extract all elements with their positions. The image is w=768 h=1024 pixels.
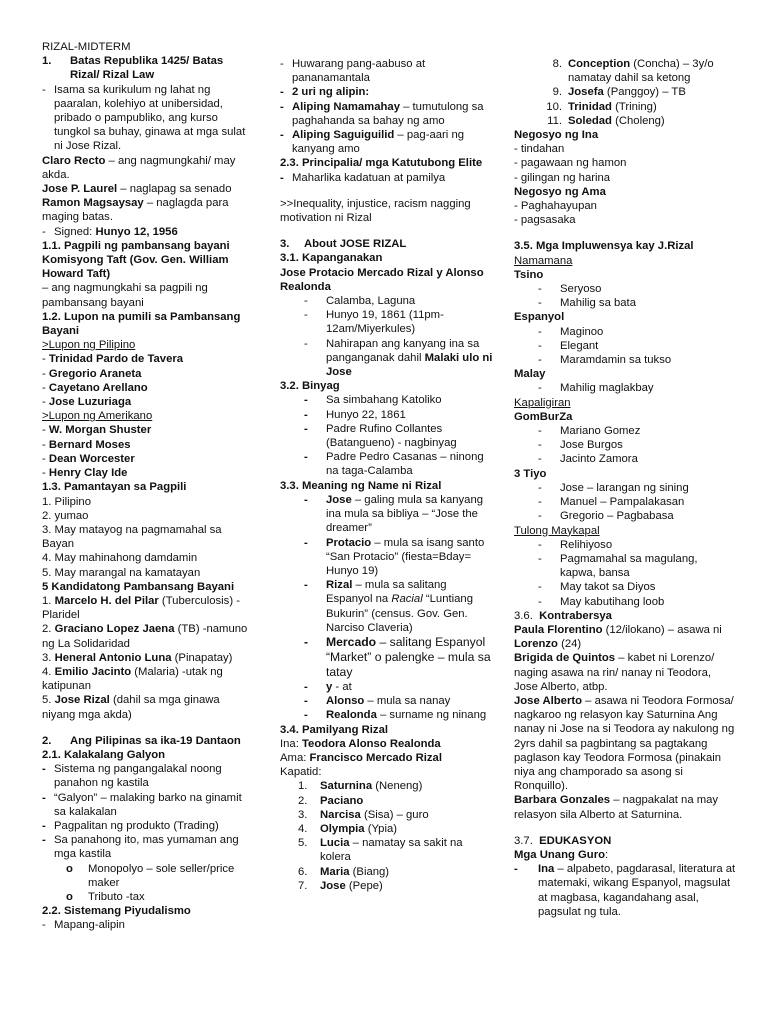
negosyo-ama-heading: Negosyo ng Ama: [514, 185, 606, 198]
influence-item: - Maginoo: [538, 325, 604, 338]
negosyo-ina-item: - pagawaan ng hamon: [514, 157, 627, 170]
birth-item: - Nahirapan ang kanyang ina sa panganganak dahil Malaki ulo ni Jose: [304, 337, 493, 379]
candidates-heading: 5 Kandidatong Pambansang Bayani: [42, 580, 235, 593]
negosyo-ina-heading: Negosyo ng Ina: [514, 129, 599, 142]
amerikano-member: - W. Morgan Shuster: [42, 424, 152, 437]
criterion: 4. May mahinahong damdamin: [42, 552, 198, 565]
section-3-heading: 3. About JOSE RIZAL: [280, 238, 407, 251]
name-meaning: - Alonso – mula sa nanay: [304, 695, 451, 708]
galyon-subitem: o Monopolyo – sole seller/price maker: [66, 862, 235, 889]
column-3: [514, 57, 736, 919]
influence-item: - Mahilig sa bata: [538, 297, 636, 310]
pilipino-member: - Jose Luzuriaga: [42, 396, 132, 409]
rizal-full-name: Jose Protacio Mercado Rizal y Alonso Realonda: [280, 266, 484, 293]
influence-item: - Maramdamin sa tukso: [538, 354, 672, 367]
section-1-1-heading: 1.1. Pagpili ng pambansang bayani: [42, 239, 230, 252]
lupon-pilipino-label: >Lupon ng Pilipino: [42, 339, 136, 352]
name-meaning: - Rizal – mula sa salitang Espanyol na Racial “Luntiang Bukurin” (census. Gov. Gen. Narciso Claveria): [304, 579, 473, 634]
galyon-item: - Sa panahong ito, mas yumaman ang mga kastila: [42, 834, 239, 861]
sibling: 9. Josefa (Panggoy) – TB: [552, 86, 686, 99]
negosyo-ama-item: - pagsasaka: [514, 214, 576, 227]
kontrabersya-paragraph: Jose Alberto – asawa ni Teodora Formosa/ nagkaroo ng relasyon kay Saturnina Ang nanay ni Jose na si Teodora ay nakulong ng 2yrs dahil sa pagbintang sa pagtakang paglason kay Teodora Formosa (pinakain niya ang champorado sa asong si Ronquillo).: [514, 694, 735, 793]
motivation-note: >>Inequality, injustice, racism nagging motivation ni Rizal: [280, 197, 471, 225]
malay-label: Malay: [514, 368, 546, 381]
binyag-item: - Sa simbahang Katoliko: [304, 394, 442, 407]
tsino-label: Tsino: [514, 268, 544, 281]
influence-item: - Mahilig maglakbay: [538, 382, 654, 395]
criterion: 1. Pilipino: [42, 495, 91, 508]
name-meaning: - Realonda – surname ng ninang: [304, 709, 487, 722]
laurel-line: Jose P. Laurel – naglapag sa senado: [42, 183, 232, 196]
sibling: 8. Conception (Concha) – 3y/o namatay dahil sa ketong: [552, 58, 714, 85]
galyon-subitem: o Tributo -tax: [66, 890, 145, 903]
influence-item: - Mariano Gomez: [538, 425, 641, 438]
guro-heading: Mga Unang Guro:: [514, 848, 609, 861]
lupon-amerikano-label: >Lupon ng Amerikano: [42, 410, 153, 423]
taft-commission: Komisyong Taft (Gov. Gen. William Howard Taft): [42, 254, 229, 281]
kontrabersya-paragraph: Paula Florentino (12/ilokano) – asawa ni Lorenzo (24): [514, 623, 722, 651]
kapaligiran-label: Kapaligiran: [514, 396, 571, 409]
amerikano-member: - Henry Clay Ide: [42, 467, 128, 480]
name-meaning: - Protacio – mula sa isang santo “San Protacio” (fiesta=Bday= Hunyo 19): [304, 536, 485, 577]
birth-item: - Hunyo 19, 1861 (11pm-12am/Miyerkules): [304, 309, 444, 336]
tulong-label: Tulong Maykapal: [514, 524, 600, 537]
sibling: 6. Maria (Biang): [298, 865, 390, 878]
kontrabersya-paragraph: Brigida de Quintos – kabet ni Lorenzo/ naging asawa na rin/ nanay ni Teodora, Jose Alberto, atbp.: [514, 652, 715, 693]
guro-item: - Ina – alpabeto, pagdarasal, literatura at matemaki, wikang Espanyol, magsulat at magbasa, kagandahang asal, pagsulat ng tula.: [514, 863, 736, 918]
column-1: [42, 40, 255, 933]
gomburza-label: GomBurZa: [514, 410, 573, 423]
tiyo-label: 3 Tiyo: [514, 467, 547, 480]
pilipino-member: - Trinidad Pardo de Tavera: [42, 353, 184, 366]
section-3-2-heading: 3.2. Binyag: [280, 380, 340, 393]
section-2-3-heading: 2.3. Principalia/ mga Katutubong Elite: [280, 157, 483, 170]
candidate: 2. Graciano Lopez Jaena (TB) -namuno ng La Solidaridad: [42, 623, 248, 650]
criterion: 5. May marangal na kamatayan: [42, 566, 201, 579]
negosyo-ama-item: - Paghahayupan: [514, 200, 597, 213]
espanyol-label: Espanyol: [514, 311, 565, 324]
section-3-4-heading: 3.4. Pamilyang Rizal: [280, 723, 388, 736]
negosyo-ina-item: - tindahan: [514, 143, 565, 156]
candidate: 3. Heneral Antonio Luna (Pinapatay): [42, 651, 233, 664]
ina-line: Ina: Teodora Alonso Realonda: [280, 737, 441, 750]
binyag-item: - Padre Rufino Collantes (Batangueno) - nagbinyag: [304, 422, 457, 450]
section-3-5-heading: 3.5. Mga Impluwensya kay J.Rizal: [514, 240, 694, 253]
section-2-2-heading: 2.2. Sistemang Piyudalismo: [42, 905, 191, 918]
candidate: 1. Marcelo H. del Pilar (Tuberculosis) - Plaridel: [42, 594, 240, 622]
signed-line: - Signed: Hunyo 12, 1956: [42, 225, 178, 238]
influence-item: - Relihiyoso: [538, 538, 613, 551]
section-2-1-heading: 2.1. Kalakalang Galyon: [42, 748, 166, 761]
sibling: 4. Olympia (Ypia): [298, 822, 398, 835]
sibling: 5. Lucia – namatay sa sakit na kolera: [298, 837, 463, 864]
kontrabersya-paragraph: Barbara Gonzales – nagpakalat na may relasyon sila Alberto at Saturnina.: [514, 794, 719, 821]
candidate: 5. Jose Rizal (dahil sa mga ginawa niyang mga akda): [42, 694, 220, 721]
section-1-3-heading: 1.3. Pamantayan sa Pagpili: [42, 481, 187, 494]
criterion: 2. yumao: [42, 509, 89, 522]
criterion: 3. May matayog na pagmamahal sa Bayan: [42, 523, 222, 551]
section-3-3-heading: 3.3. Meaning ng Name ni Rizal: [280, 479, 442, 492]
sibling: 7. Jose (Pepe): [298, 879, 383, 892]
piyudalismo-item: - Huwarang pang-aabuso at pananamantala: [280, 58, 426, 85]
principalia-item: - Maharlika kadatuan at pamilya: [280, 171, 446, 184]
section-3-7-heading: 3.7. EDUKASYON: [514, 834, 612, 847]
alipin-item: - Aliping Namamahay – tumutulong sa paghahanda sa bahay ng amo: [280, 100, 484, 127]
rizal-law-description: - Isama sa kurikulum ng lahat ng paaralan, kolehiyo at unibersidad, pribado o pampubliko, ang kurso tungkol sa buhay, ginawa at mga sulat ni Jose Rizal.: [42, 83, 246, 153]
document-title: RIZAL-MIDTERM: [42, 41, 131, 53]
amerikano-member: - Bernard Moses: [42, 438, 131, 451]
binyag-item: - Padre Pedro Casanas – ninong na taga-Calamba: [304, 451, 484, 478]
ama-line: Ama: Francisco Mercado Rizal: [280, 751, 442, 764]
taft-description: – ang nagmungkahi sa pagpili ng pambansang bayani: [42, 282, 208, 309]
pilipino-member: - Cayetano Arellano: [42, 381, 148, 394]
influence-item: - Jacinto Zamora: [538, 453, 638, 466]
influence-item: - Jose Burgos: [538, 439, 623, 452]
recto-line: Claro Recto – ang nagmungkahi/ may akda.: [42, 154, 236, 181]
section-3-6-heading: 3.6. Kontrabersya: [514, 609, 612, 622]
pilipino-member: - Gregorio Araneta: [42, 367, 142, 380]
sibling: 2. Paciano: [298, 794, 364, 807]
influence-item: - Elegant: [538, 339, 599, 352]
alipin-item: - Aliping Saguiguilid – pag-aari ng kanyang amo: [280, 129, 465, 156]
column-2: [280, 57, 494, 893]
sibling: 3. Narcisa (Sisa) – guro: [298, 808, 429, 821]
sibling: 11. Soledad (Choleng): [547, 114, 665, 127]
alipin-heading: - 2 uri ng alipin:: [280, 86, 370, 99]
binyag-item: - Hunyo 22, 1861: [304, 408, 406, 421]
galyon-item: - “Galyon” – malaking barko na ginamit sa kalakalan: [42, 791, 242, 818]
influence-item: - Manuel – Pampalakasan: [538, 496, 685, 509]
namamana-label: Namamana: [514, 254, 573, 267]
candidate: 4. Emilio Jacinto (Malaria) -utak ng katipunan: [42, 665, 223, 693]
influence-item: - Seryoso: [538, 283, 602, 296]
section-3-1-heading: 3.1. Kapanganakan: [280, 252, 383, 265]
name-meaning: - y - at: [304, 680, 352, 693]
influence-item: - Gregorio – Pagbabasa: [538, 510, 674, 523]
section-1-2-heading: 1.2. Lupon na pumili sa Pambansang Bayani: [42, 310, 241, 338]
section-1-heading: 1. Batas Republika 1425/ Batas Rizal/ Rizal Law: [42, 55, 224, 82]
galyon-item: - Sistema ng pangangalakal noong panahon ng kastila: [42, 763, 222, 790]
sibling: 10. Trinidad (Trining): [546, 100, 657, 113]
influence-item: - May kabutihang loob: [538, 595, 665, 608]
magsaysay-line: Ramon Magsaysay – naglagda para maging batas.: [42, 197, 229, 224]
influence-item: - May takot sa Diyos: [538, 581, 656, 594]
name-meaning: - Mercado – salitang Espanyol “Market” o palengke – mula sa tatay: [304, 634, 491, 679]
sibling: 1. Saturnina (Neneng): [298, 780, 423, 793]
galyon-item: - Pagpalitan ng produkto (Trading): [42, 819, 219, 832]
section-2-heading: 2. Ang Pilipinas sa ika-19 Dantaon: [42, 734, 241, 747]
influence-item: - Pagmamahal sa magulang, kapwa, bansa: [538, 552, 698, 580]
piyudalismo-item: - Mapang-alipin: [42, 919, 125, 932]
name-meaning: - Jose – galing mula sa kanyang ina mula sa bibliya – “Jose the dreamer”: [304, 493, 484, 535]
influence-item: - Jose – larangan ng sining: [538, 481, 689, 494]
birth-item: - Calamba, Laguna: [304, 295, 416, 308]
negosyo-ina-item: - gilingan ng harina: [514, 171, 611, 184]
amerikano-member: - Dean Worcester: [42, 452, 135, 465]
kapatid-label: Kapatid:: [280, 766, 322, 779]
